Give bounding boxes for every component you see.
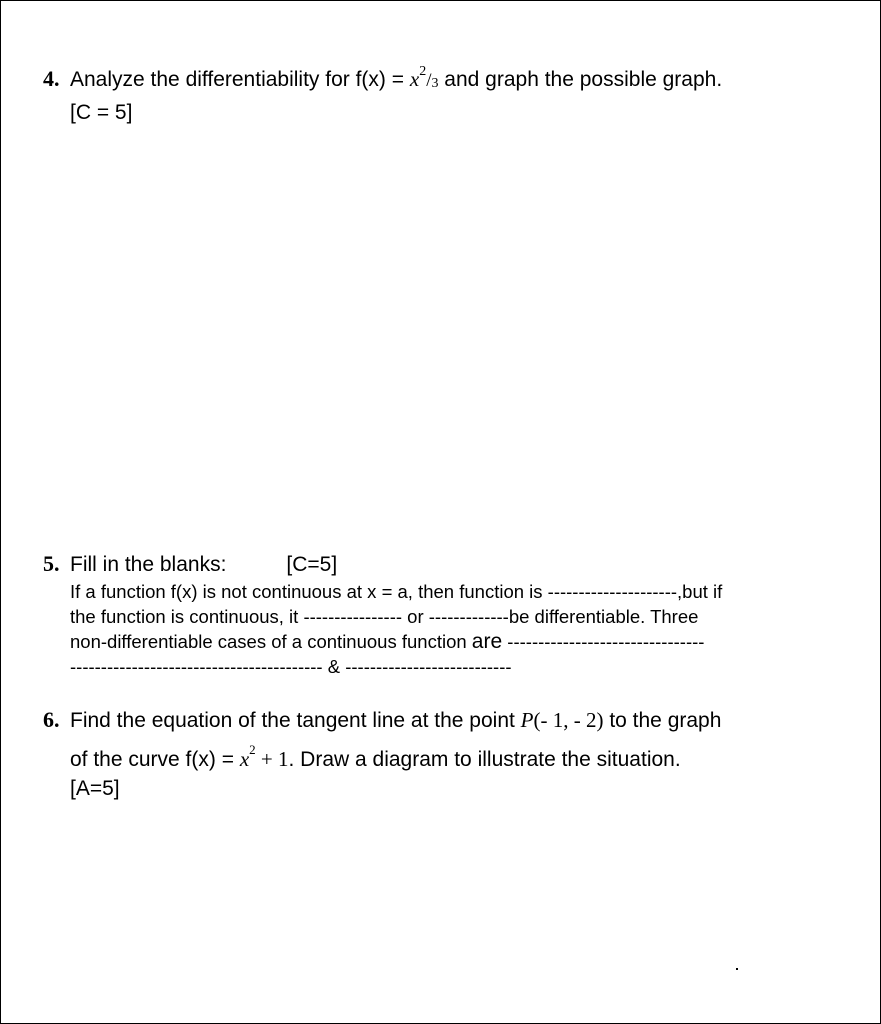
q4-text-after: and graph the possible graph. bbox=[438, 68, 723, 91]
q4-exponent: $^2$/3 bbox=[419, 64, 439, 91]
q6-number: 6. bbox=[43, 707, 60, 732]
question-4 bbox=[43, 57, 722, 127]
q5-line-1: If a function f(x) is not continuous at x = a, then function is ---------------------,but if bbox=[70, 581, 723, 602]
q4-text-before: Analyze the differentiability for f(x) = bbox=[70, 68, 410, 91]
q5-line-4: ----------------------------------------- & --------------------------- bbox=[70, 656, 512, 677]
q6-variable-x: x bbox=[239, 747, 250, 771]
q6-marks: [A=5] bbox=[70, 777, 120, 800]
q5-heading-line bbox=[43, 549, 722, 579]
q6-point-coords: (- 1, - 2) bbox=[533, 708, 604, 732]
q5-marks: [C=5] bbox=[286, 553, 338, 576]
q5-number: 5. bbox=[43, 551, 60, 576]
q5-line-2: the function is continuous, it ---------------- or -------------be differentiable. Three bbox=[70, 606, 699, 627]
q5-line-3: non-differentiable cases of a continuous function are -------------------------------- bbox=[70, 630, 705, 653]
q6-exponent: 2 bbox=[249, 742, 256, 757]
q4-number: 4. bbox=[43, 66, 60, 91]
q4-variable-x: x bbox=[409, 67, 420, 91]
q5-heading: Fill in the blanks: bbox=[70, 553, 227, 576]
q6-line-1: 6. Find the equation of the tangent line at the point P(- 1, - 2) to the graph bbox=[43, 707, 722, 732]
q4-marks: [C = 5] bbox=[70, 101, 133, 124]
question-5 bbox=[43, 549, 722, 679]
q6-line-2: of the curve $f(x) = x^2 + 1$. Draw a diagram to illustrate the situation. bbox=[70, 742, 681, 771]
q4-line-1 bbox=[43, 57, 722, 98]
q6-point-name: P bbox=[520, 708, 534, 732]
stray-dot bbox=[736, 968, 738, 970]
question-6 bbox=[43, 705, 721, 803]
